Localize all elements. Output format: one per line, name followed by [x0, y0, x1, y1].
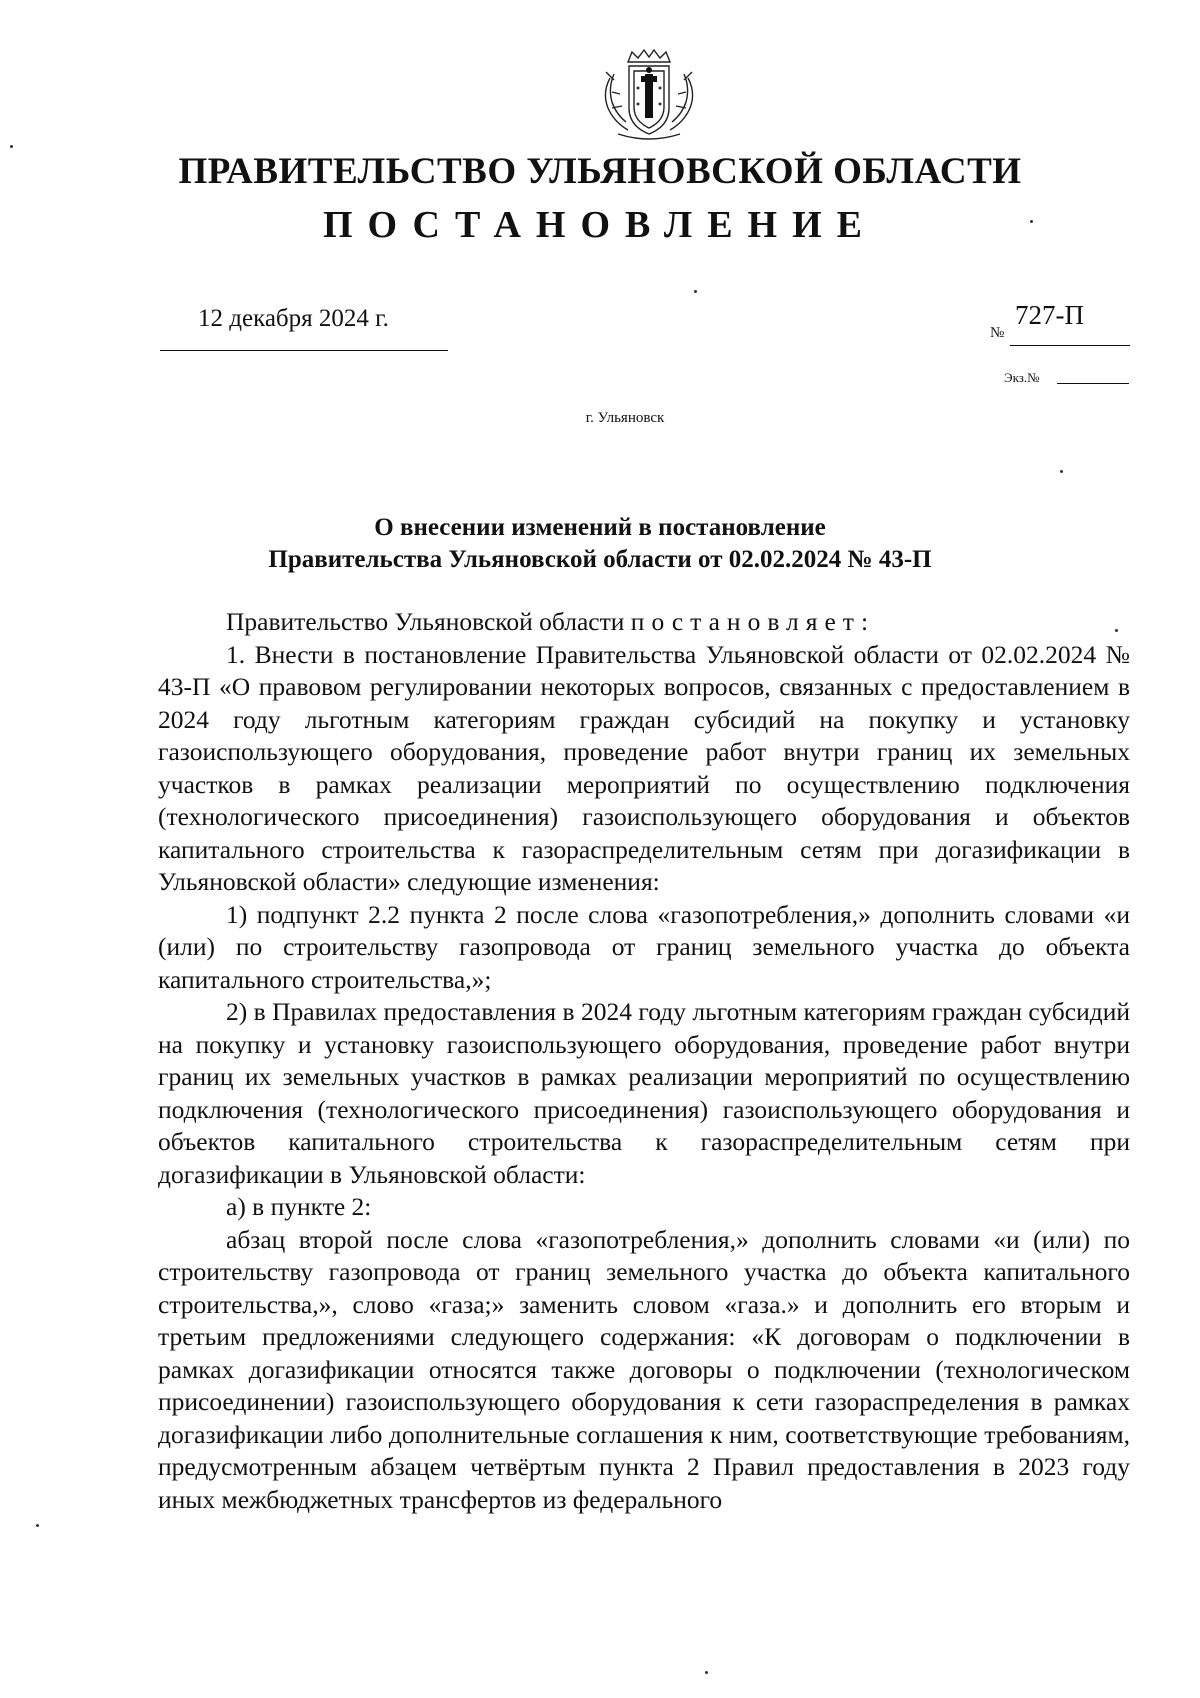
intro-paragraph [158, 606, 1130, 639]
document-date: 12 декабря 2024 г. [198, 305, 389, 332]
number-underline [1010, 345, 1130, 346]
scan-speck [1115, 629, 1118, 632]
subject-line-2: Правительства Ульяновской области от 02.02.2024 № 43-П [268, 546, 932, 573]
paragraph-4: а) в пункте 2: [226, 1192, 372, 1221]
scan-speck [1060, 470, 1063, 473]
government-title: ПРАВИТЕЛЬСТВО УЛЬЯНОВСКОЙ ОБЛАСТИ [178, 151, 1022, 192]
paragraph-5: абзац второй после слова «газопотребления,» дополнить словами «и (или) по строительству газопровода от границ земельного участка до объекта капитального строительства,», слово «газа;» заменить словом «газа.» и дополнить его вторым и третьим предложениями следующего содержания: «К договорам о подключении в рамках догазификации относятся также договоры о подключении (технологическом присоединении) газоиспользующего оборудования к сети газораспределения в рамках догазификации либо дополнительные соглашения к ним, соответствующие требованиям, предусмотренным абзацем четвёртым пункта 2 Правил предоставления в 2023 году иных межбюджетных трансфертов из федерального [158, 1224, 1130, 1514]
paragraph-1: 1. Внести в постановление Правительства Ульяновской области от 02.02.2024 № 43-П «О правовом регулировании некоторых вопросов, связанных с предоставлением в 2024 году льготным категориям граждан субсидий на покупку и установку газоиспользующего оборудования, проведение работ внутри границ их земельных участков в рамках реализации мероприятий по осуществлению подключения (технологического присоединения) газоиспользующего оборудования и объектов капитального строительства к газораспределительным сетям при догазификации в Ульяновской области» следующие изменения: [158, 639, 1130, 896]
number-sign: № [990, 325, 1005, 341]
date-underline [160, 350, 448, 351]
document-body [158, 606, 1130, 1516]
intro-end: : [860, 607, 869, 636]
subject-line-1: О внесении изменений в постановление [374, 514, 826, 541]
copy-number-underline [1057, 383, 1129, 384]
intro-verb: постановляет [630, 607, 861, 636]
document-subject [0, 512, 1200, 576]
city-name: г. Ульяновск [585, 410, 665, 426]
scan-speck [1030, 220, 1033, 223]
document-number: 727-П [1015, 300, 1084, 330]
scan-speck [36, 1524, 39, 1527]
intro-lead: Правительство Ульяновской области [226, 607, 631, 636]
document-type-heading: ПОСТАНОВЛЕНИЕ [322, 204, 878, 246]
paragraph-2: 1) подпункт 2.2 пункта 2 после слова «газопотребления,» дополнить словами «и (или) по строительству газопровода от границ земельного участка до объекта капитального строительства,»; [158, 899, 1130, 994]
coat-of-arms-emblem [598, 48, 700, 144]
scan-speck [10, 145, 13, 148]
scan-speck [705, 1671, 708, 1674]
scan-speck [694, 290, 697, 293]
copy-number-label: Экз.№ [1004, 370, 1040, 385]
paragraph-3: 2) в Правилах предоставления в 2024 году льготным категориям граждан субсидий на покупку и установку газоиспользующего оборудования, проведение работ внутри границ их земельных участков в рамках реализации мероприятий по осуществлению подключения (технологического присоединения) газоиспользующего оборудования и объектов капитального строительства к газораспределительным сетям при догазификации в Ульяновской области: [158, 997, 1130, 1189]
